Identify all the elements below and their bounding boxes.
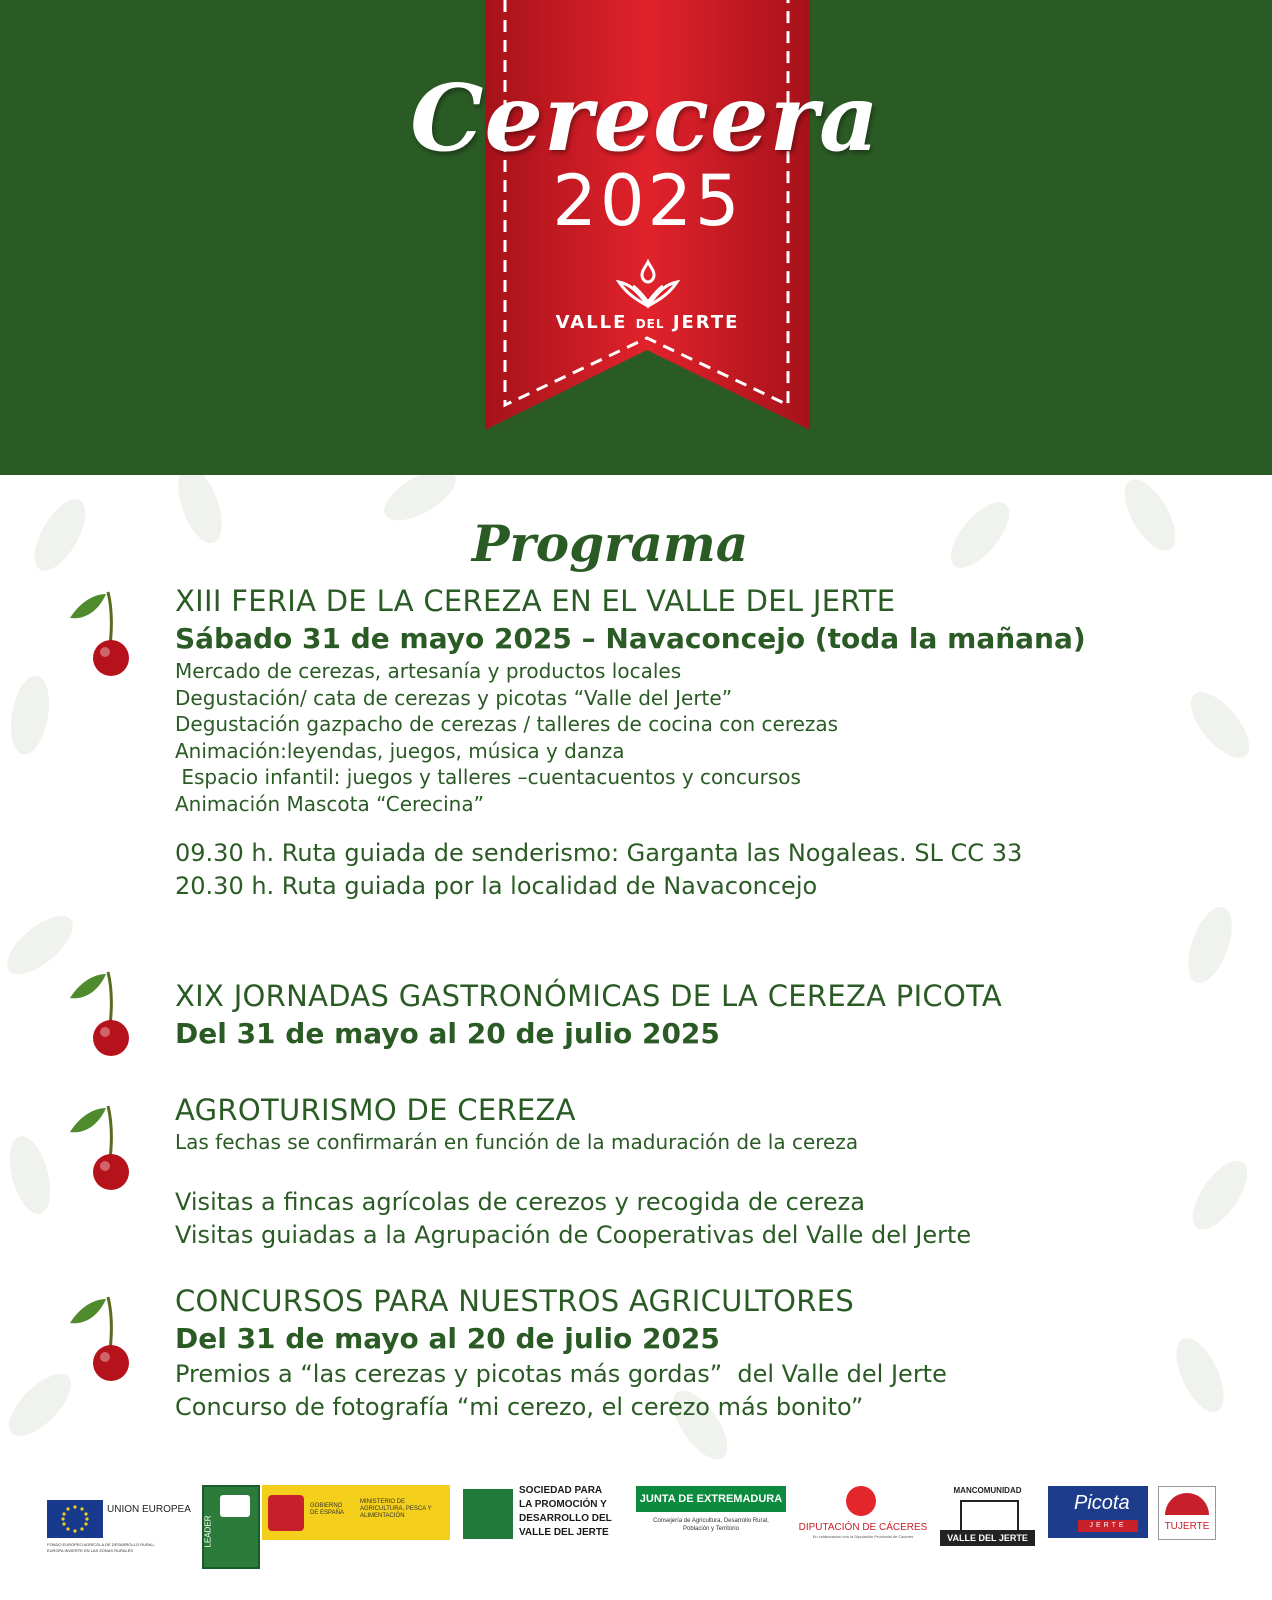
eu-flag-icon	[47, 1500, 103, 1538]
eu-note: FONDO EUROPEO AGRÍCOLA DE DESARROLLO RURAL:	[47, 1542, 155, 1547]
tujerte-label: TUJERTE	[1164, 1521, 1210, 1532]
gobierno-label: GOBIERNO DE ESPAÑA	[310, 1503, 344, 1516]
list-item: 09.30 h. Ruta guiada de senderismo: Garganta las Nogaleas. SL CC 33	[175, 839, 1023, 867]
junta-sub: Población y Territorio	[683, 1526, 739, 1532]
eu-label: UNION EUROPEA	[107, 1504, 191, 1515]
list-item: Animación:leyendas, juegos, música y danza	[175, 738, 625, 763]
tujerte-logo	[1158, 1486, 1216, 1540]
cherry-icon	[66, 588, 136, 678]
picota-sub: JERTE	[1078, 1520, 1138, 1532]
manco-label: MANCOMUNIDAD	[953, 1486, 1022, 1495]
list-item: Visitas a fincas agrícolas de cerezos y recogida de cereza	[175, 1187, 865, 1216]
subtitle-del: DEL	[635, 317, 665, 331]
program-content	[0, 475, 1272, 1475]
sociedad-icon	[463, 1489, 513, 1539]
village-icon	[960, 1500, 1019, 1530]
section-date: Sábado 31 de mayo 2025 – Navaconcejo (toda la mañana)	[175, 622, 1086, 655]
list-item: Animación Mascota “Cerecina”	[175, 791, 484, 816]
section-title: XIX JORNADAS GASTRONÓMICAS DE LA CEREZA PICOTA	[175, 979, 1003, 1013]
manco-label: VALLE DEL JERTE	[940, 1530, 1035, 1546]
sociedad-label: LA PROMOCIÓN Y	[519, 1499, 607, 1510]
list-item: Premios a “las cerezas y picotas más gordas” del Valle del Jerte	[175, 1360, 947, 1388]
section-date: Del 31 de mayo al 20 de julio 2025	[175, 1322, 720, 1355]
coat-of-arms-icon	[268, 1495, 304, 1531]
gobierno-logo	[262, 1485, 450, 1540]
cherry-icon	[66, 968, 136, 1058]
section-title: AGROTURISMO DE CEREZA	[175, 1093, 576, 1127]
mountain-icon	[1165, 1493, 1209, 1515]
diputacion-icon	[846, 1486, 876, 1516]
diputacion-label: DIPUTACIÓN DE CÁCERES	[798, 1522, 928, 1533]
sociedad-label: DESARROLLO DEL	[519, 1513, 612, 1524]
junta-logo	[636, 1486, 786, 1546]
junta-label: JUNTA DE EXTREMADURA	[636, 1486, 786, 1512]
list-item: Degustación/ cata de cerezas y picotas “Valle del Jerte”	[175, 685, 733, 710]
sponsor-logos	[0, 1485, 1272, 1580]
picota-logo	[1048, 1486, 1148, 1538]
section-title: CONCURSOS PARA NUESTROS AGRICULTORES	[175, 1284, 855, 1318]
list-item: Mercado de cerezas, artesanía y productos locales	[175, 659, 682, 683]
valle-del-jerte-logo-icon	[615, 258, 681, 310]
list-item: Degustación gazpacho de cerezas / talleres de cocina con cerezas	[175, 712, 839, 736]
cherry-icon	[66, 1102, 136, 1192]
ministerio-label: MINISTERIO DE AGRICULTURA, PESCA Y ALIMENTACIÓN	[360, 1499, 432, 1519]
picota-label: Picota	[1074, 1492, 1130, 1514]
diputacion-sub: En colaboración con la Diputación Provincial de Cáceres	[812, 1534, 914, 1539]
list-item: Concurso de fotografía “mi cerezo, el cerezo más bonito”	[175, 1393, 864, 1421]
brand-title: Cerecera	[410, 64, 880, 172]
sociedad-label: SOCIEDAD PARA	[519, 1485, 603, 1496]
eu-note: EUROPA INVIERTE EN LAS ZONAS RURALES	[47, 1548, 134, 1553]
eu-logo	[47, 1500, 197, 1560]
header-banner	[0, 0, 1272, 475]
junta-sub: Consejería de Agricultura, Desarrollo Rural,	[653, 1518, 769, 1524]
leader-logo	[202, 1485, 260, 1569]
section-title: XIII FERIA DE LA CEREZA EN EL VALLE DEL JERTE	[175, 584, 896, 618]
brand-year: 2025	[552, 160, 743, 242]
sociedad-label: VALLE DEL JERTE	[519, 1527, 609, 1538]
list-item: Visitas guiadas a la Agrupación de Cooperativas del Valle del Jerte	[175, 1220, 972, 1249]
subtitle-valle: VALLE	[555, 312, 628, 333]
leaf-icon	[220, 1495, 250, 1517]
section-date: Del 31 de mayo al 20 de julio 2025	[175, 1017, 720, 1050]
sociedad-logo	[463, 1485, 623, 1547]
brand-subtitle	[485, 312, 810, 333]
subtitle-jerte: JERTE	[672, 312, 740, 333]
list-item: Espacio infantil: juegos y talleres –cuentacuentos y concursos	[175, 765, 801, 789]
section-note: Las fechas se confirmarán en función de la maduración de la cereza	[175, 1130, 859, 1154]
list-item: 20.30 h. Ruta guiada por la localidad de Navaconcejo	[175, 872, 818, 900]
leader-label: LEADER	[203, 1515, 213, 1548]
diputacion-logo	[798, 1486, 928, 1546]
page-title: Programa	[471, 514, 749, 573]
cherry-icon	[66, 1293, 136, 1383]
mancomunidad-logo	[940, 1486, 1035, 1548]
